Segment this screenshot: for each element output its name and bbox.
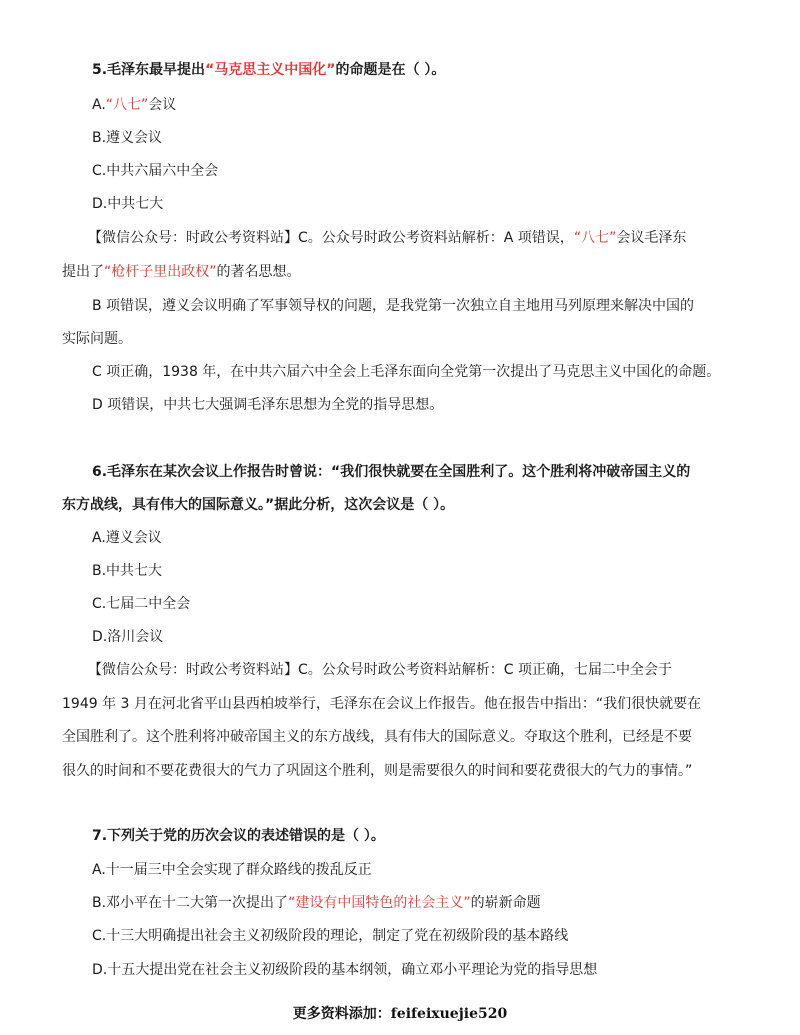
question-6-stem-line-1: 6.毛泽东在某次会议上作报告时曾说：“我们很快就要在全国胜利了。这个胜利将冲破帝国主义的 bbox=[92, 464, 691, 480]
q5-explanation-line-1 bbox=[88, 228, 686, 248]
q7-option-c: C.十三大明确提出社会主义初级阶段的理论，制定了党在初级阶段的基本路线 bbox=[92, 928, 569, 944]
q5-exp1-highlight: “八七” bbox=[573, 230, 617, 246]
question-5-stem bbox=[92, 60, 445, 80]
q6-option-c: C.七届二中全会 bbox=[92, 596, 191, 612]
q7-option-b-highlight: “建设有中国特色的社会主义” bbox=[288, 895, 471, 911]
q5-explanation-line-2 bbox=[62, 262, 301, 282]
q5-exp2-text: 提出了 bbox=[62, 264, 104, 280]
q5-option-c: C.中共六届六中全会 bbox=[92, 163, 219, 179]
q5-exp1-text-end: 会议毛泽东 bbox=[616, 230, 687, 246]
q7-option-d: D.十五大提出党在社会主义初级阶段的基本纲领，确立邓小平理论为党的指导思想 bbox=[92, 962, 598, 978]
q5-exp2-text-end: 的著名思想。 bbox=[216, 264, 301, 280]
q5-stem-text-end: 的命题是在（ ）。 bbox=[335, 62, 446, 78]
q6-option-d: D.洛川会议 bbox=[92, 629, 164, 645]
q7-option-b bbox=[92, 893, 541, 913]
q5-explanation-line-3: B 项错误，遵义会议明确了军事领导权的问题，是我党第一次独立自主地用马列原理来解决中国的 bbox=[92, 298, 695, 314]
q5-explanation-line-6: D 项错误，中共七大强调毛泽东思想为全党的指导思想。 bbox=[92, 397, 444, 413]
q5-option-b: B.遵义会议 bbox=[92, 130, 163, 146]
question-7-stem: 7.下列关于党的历次会议的表述错误的是（ ）。 bbox=[92, 828, 385, 844]
q7-option-a: A.十一届三中全会实现了群众路线的拨乱反正 bbox=[92, 862, 372, 878]
q5-stem-text: 5.毛泽东最早提出 bbox=[92, 62, 206, 78]
q5-option-a-prefix: A. bbox=[92, 97, 106, 113]
q6-explanation-line-4: 很久的时间和不要花费很大的气力了巩固这个胜利，则是需要很久的时间和要花费很大的气力的事情。” bbox=[62, 763, 693, 779]
q6-option-a: A.遵义会议 bbox=[92, 530, 162, 546]
q6-explanation-line-3: 全国胜利了。这个胜利将冲破帝国主义的东方战线，具有伟大的国际意义。夺取这个胜利，已经是不要 bbox=[62, 729, 692, 745]
q5-option-a-suffix: 会议 bbox=[148, 97, 177, 113]
q5-option-d: D.中共七大 bbox=[92, 196, 164, 212]
question-6-stem-line-2: 东方战线，具有伟大的国际意义。”据此分析，这次会议是（ ）。 bbox=[62, 497, 455, 513]
q6-explanation-line-2: 1949 年 3 月在河北省平山县西柏坡举行，毛泽东在会议上作报告。他在报告中指出：“我们很快就要在 bbox=[62, 696, 702, 712]
q7-option-b-text: B.邓小平在十二大第一次提出了 bbox=[92, 895, 289, 911]
q6-explanation-line-1: 【微信公众号：时政公考资料站】C。公众号时政公考资料站解析：C 项正确，七届二中全会于 bbox=[88, 662, 672, 678]
footer-contact: 更多资料添加：feifeixuejie520 bbox=[292, 1006, 508, 1022]
q5-stem-highlight: “马克思主义中国化” bbox=[205, 62, 336, 78]
q5-exp1-text: 【微信公众号：时政公考资料站】C。公众号时政公考资料站解析：A 项错误， bbox=[88, 230, 574, 246]
q5-exp2-highlight: “枪杆子里出政权” bbox=[104, 264, 217, 280]
q5-option-a bbox=[92, 95, 176, 115]
q5-explanation-line-4: 实际问题。 bbox=[62, 331, 132, 347]
q5-option-a-highlight: “八七” bbox=[105, 97, 149, 113]
q6-option-b: B.中共七大 bbox=[92, 563, 163, 579]
q5-explanation-line-5: C 项正确，1938 年，在中共六届六中全会上毛泽东面向全党第一次提出了马克思主义中国化的命题。 bbox=[92, 364, 721, 380]
q7-option-b-text-end: 的崭新命题 bbox=[470, 895, 541, 911]
